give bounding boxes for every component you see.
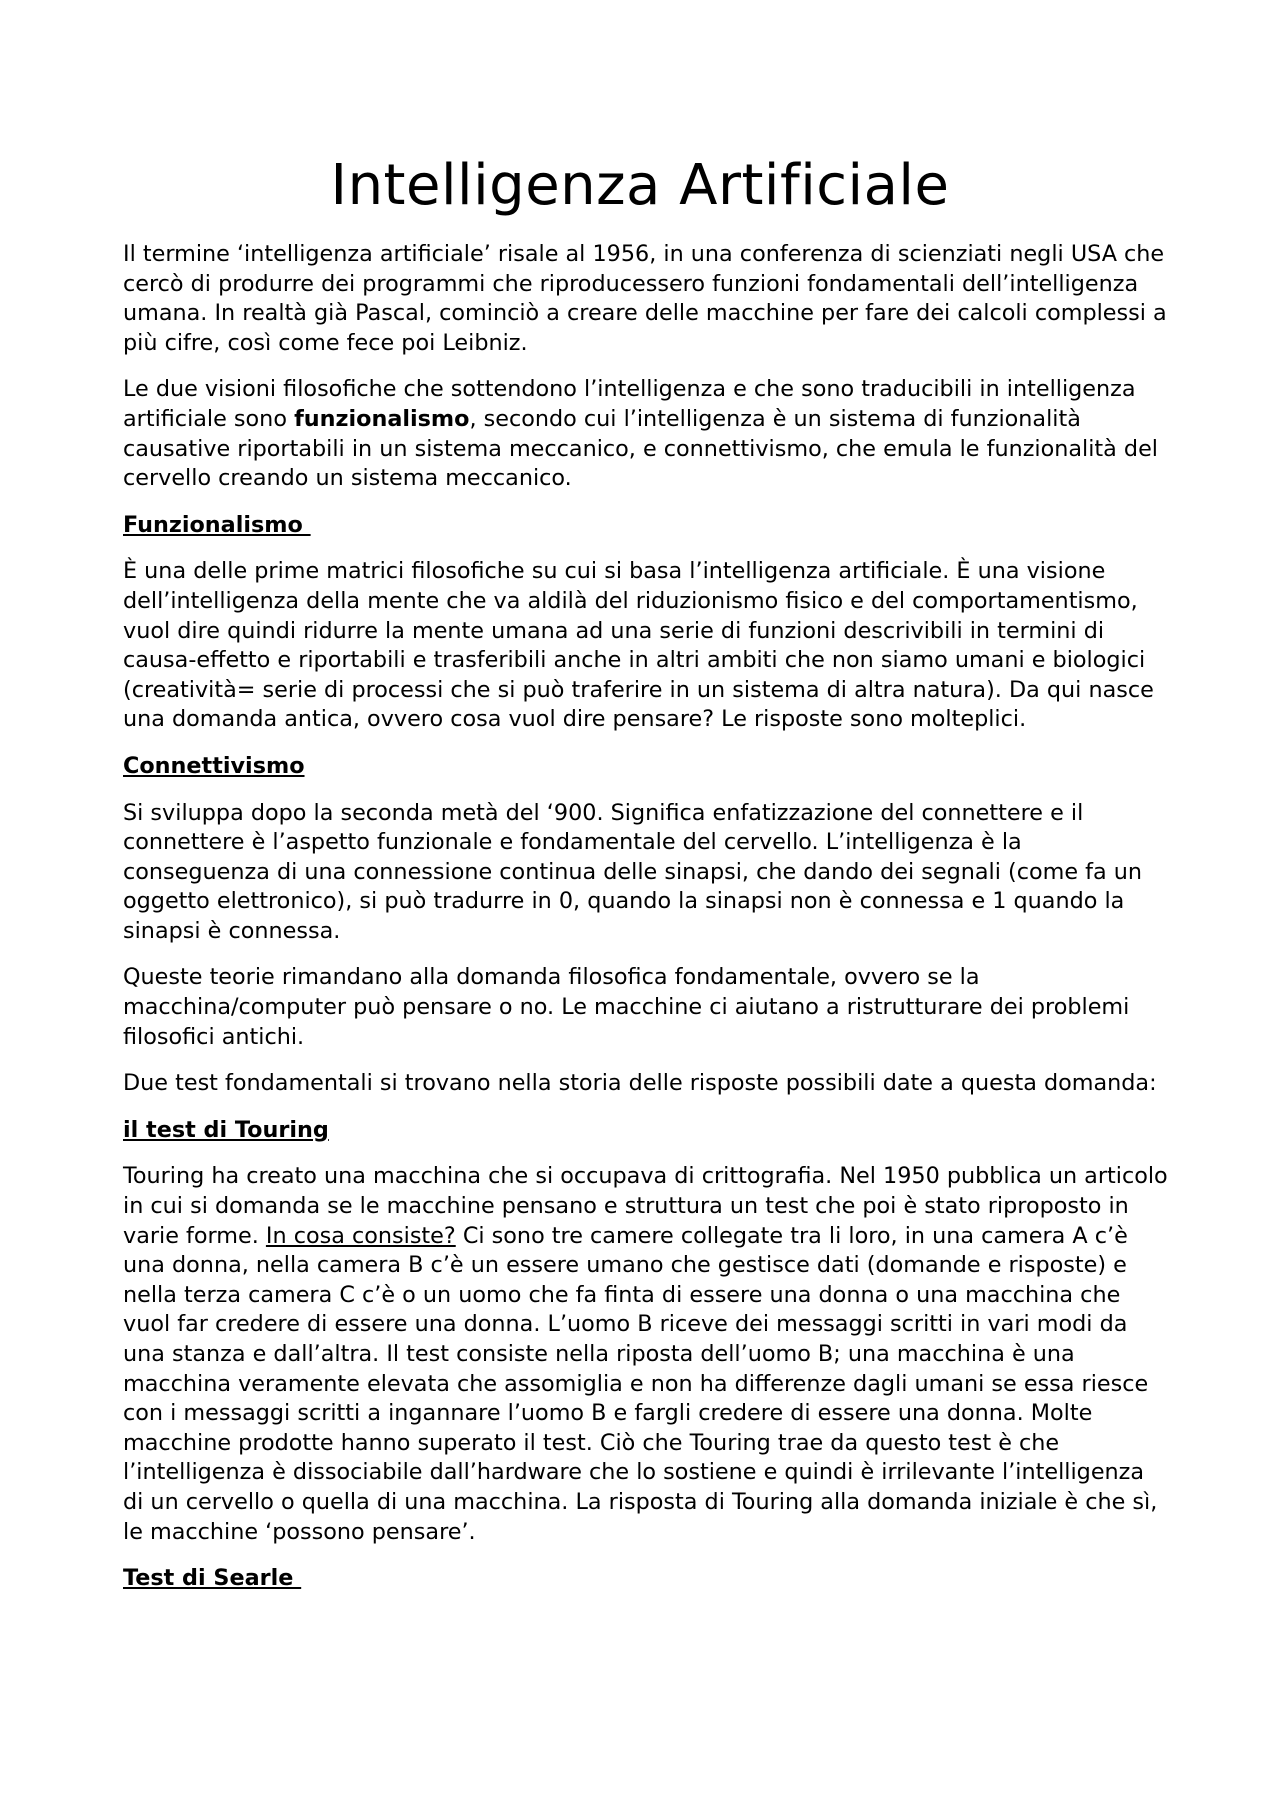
paragraph-intro: Il termine ‘intelligenza artificiale’ risale al 1956, in una conferenza di scienziati negli USA che cercò di produrre dei programmi che riproducessero funzioni fondamentali dell’intelligenza umana. In realtà già Pascal, cominciò a creare delle macchine per fare dei calcoli complessi a più cifre, così come fece poi Leibniz. <box>123 241 1167 356</box>
funzionalismo-bold-term: funzionalismo <box>294 405 470 432</box>
document-body <box>123 240 1168 1611</box>
paragraph-touring-text-a: Touring ha creato una macchina che si occupava di crittografia. Nel 1950 pubblica un articolo in cui si domanda se le macchine pensano e struttura un test che poi è stato riproposto in varie forme. <box>123 1163 1168 1249</box>
paragraph-visions <box>123 375 1168 493</box>
document-title: Intelligenza Artificiale <box>330 153 950 218</box>
paragraph-funzionalismo: È una delle prime matrici filosofiche su cui si basa l’intelligenza artificiale. È una visione dell’intelligenza della mente che va aldilà del riduzionismo fisico e del comportamentismo, vuol dire quindi ridurre la mente umana ad una serie di funzioni descrivibili in termini di causa-effetto e riportabili e trasferibili anche in altri ambiti che non siamo umani e biologici (creatività= serie di processi che si può traferire in un sistema di altra natura). Da qui nasce una domanda antica, ovvero cosa vuol dire pensare? Le risposte sono molteplici. <box>123 558 1154 733</box>
paragraph-visions-text-b: , secondo cui l’intelligenza è un sistema di funzionalità causative riportabili in un sistema meccanico, e connettivismo, che emula le funzionalità del cervello creando un sistema meccanico. <box>123 405 1158 492</box>
paragraph-teorie: Queste teorie rimandano alla domanda filosofica fondamentale, ovvero se la macchina/computer può pensare o no. Le macchine ci aiutano a ristrutturare dei problemi filosofici antichi. <box>123 964 1130 1050</box>
paragraph-touring <box>123 1162 1168 1547</box>
paragraph-visions-text-a: Le due visioni filosofiche che sottendono l’intelligenza e che sono traducibili in intelligenza artificiale sono <box>123 376 1136 432</box>
heading-connettivismo: Connettivismo <box>123 752 305 779</box>
heading-test-searle: Test di Searle <box>123 1565 302 1592</box>
paragraph-touring-text-b: Ci sono tre camere collegate tra li loro, in una camera A c’è una donna, nella camera B c’è un essere umano che gestisce dati (domande e risposte) e nella terza camera C c’è o un uomo che fa finta di essere una donna o una macchina che vuol far credere di essere una donna. L’uomo B riceve dei messaggi scritti in vari modi da una stanza e dall’altra. Il test consiste nella riposta dell’uomo B; una macchina è una macchina veramente elevata che assomiglia e non ha differenze dagli umani se essa riesce con i messaggi scritti a ingannare l’uomo B e fargli credere di essere una donna. Molte macchine prodotte hanno superato il test. Ciò che Touring trae da questo test è che l’intelligenza è dissociabile dall’hardware che lo sostiene e quindi è irrilevante l’intelligenza di un cervello o quella di una macchina. La risposta di Touring alla domanda iniziale è che sì, le macchine ‘possono pensare’. <box>123 1222 1158 1545</box>
heading-funzionalismo: Funzionalismo <box>123 511 311 538</box>
heading-test-touring: il test di Touring <box>123 1116 329 1143</box>
paragraph-connettivismo: Si sviluppa dopo la seconda metà del ‘900. Significa enfatizzazione del connettere e il connettere è l’aspetto funzionale e fondamentale del cervello. L’intelligenza è la conseguenza di una connessione continua delle sinapsi, che dando dei segnali (come fa un oggetto elettronico), si può tradurre in 0, quando la sinapsi non è connessa e 1 quando la sinapsi è connessa. <box>123 799 1143 944</box>
in-cosa-consiste-underlined: In cosa consiste? <box>265 1222 456 1249</box>
paragraph-due-test: Due test fondamentali si trovano nella storia delle risposte possibili date a questa domanda: <box>123 1070 1157 1097</box>
